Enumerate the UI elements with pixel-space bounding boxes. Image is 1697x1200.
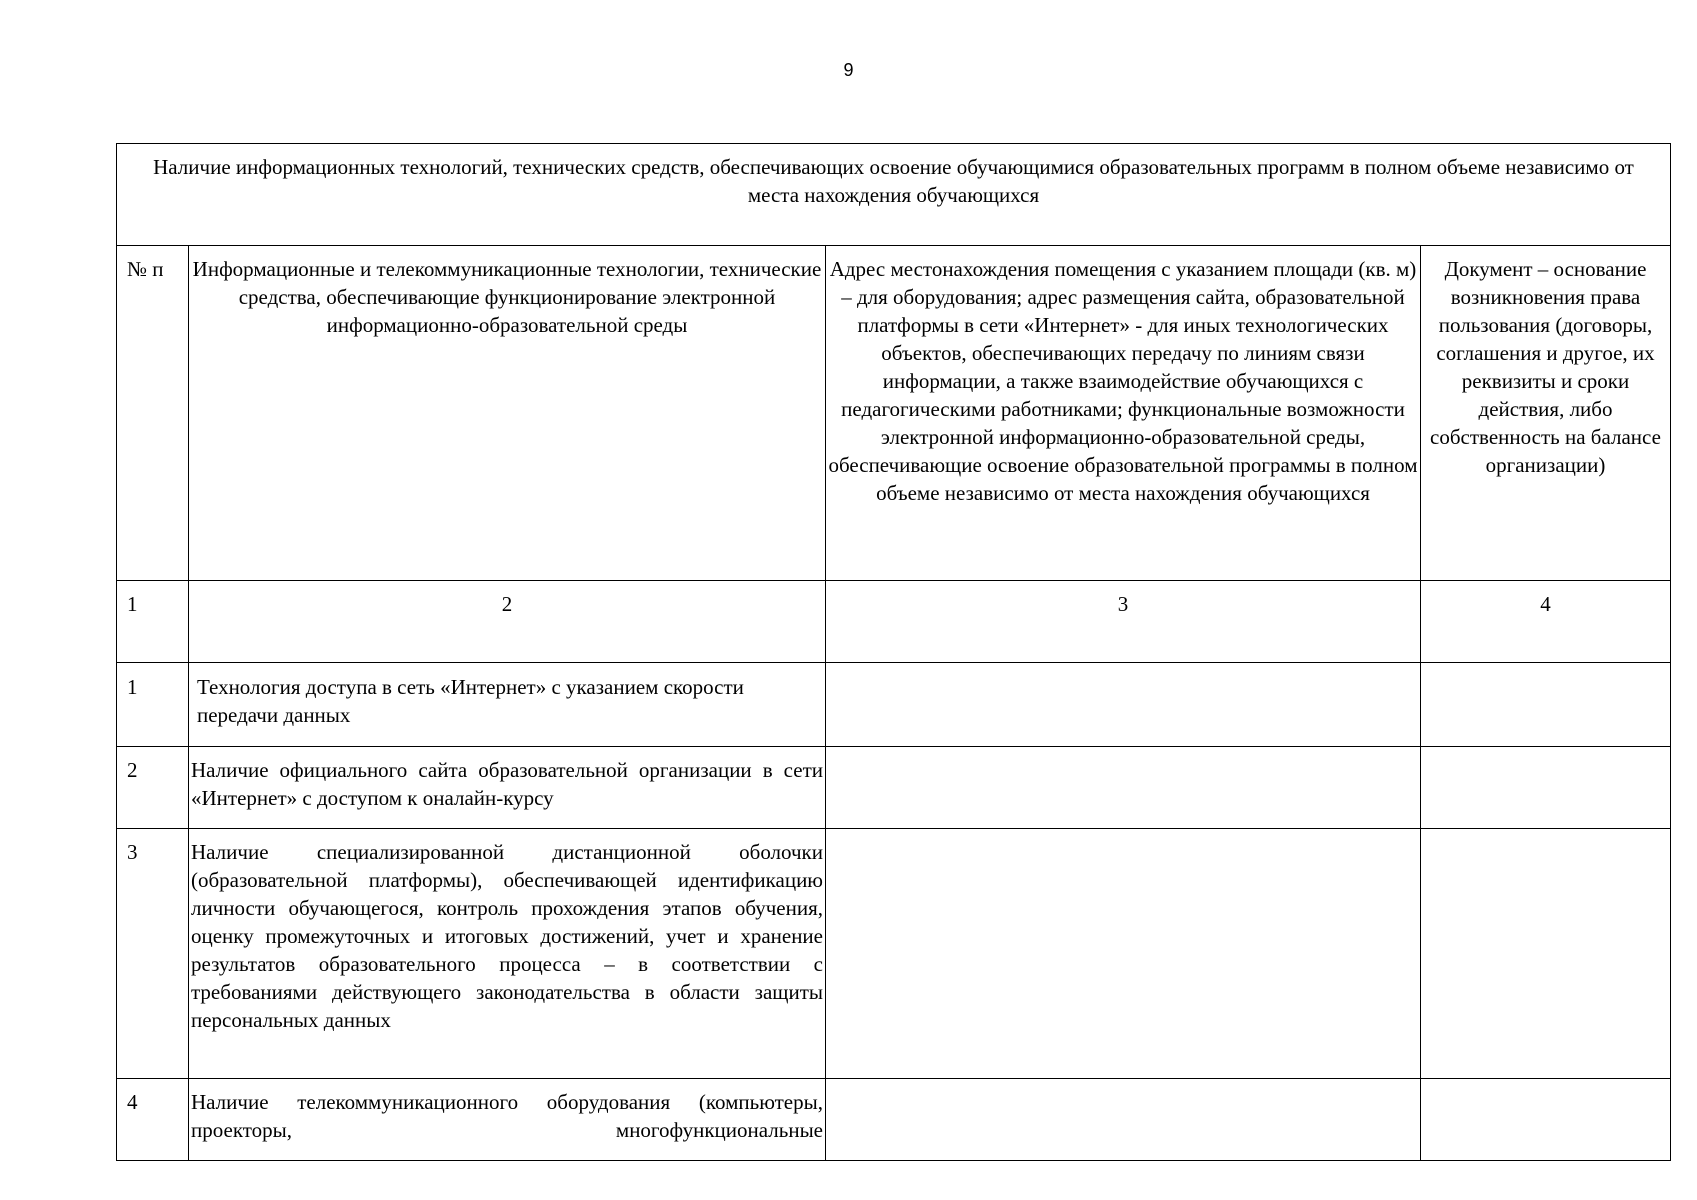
row-document — [1421, 663, 1671, 747]
page-number: 9 — [843, 60, 854, 80]
resources-table — [116, 143, 1671, 1161]
header-technologies: Информационные и телекоммуникационные технологии, технические средства, обеспечивающие функционирование электронной информационно-образовательной среды — [189, 246, 826, 581]
row-number: 3 — [117, 829, 189, 1079]
row-number: 1 — [117, 663, 189, 747]
row-address — [826, 747, 1421, 829]
row-address — [826, 829, 1421, 1079]
header-document: Документ – основание возникновения права пользования (договоры, соглашения и другое, их реквизиты и сроки действия, либо собственность на балансе организации) — [1421, 246, 1671, 581]
row-text: Наличие телекоммуникационного оборудования (компьютеры, проекторы, многофункциональные — [189, 1079, 826, 1161]
row-number: 4 — [117, 1079, 189, 1161]
row-document — [1421, 747, 1671, 829]
column-number: 3 — [826, 581, 1421, 663]
row-address — [826, 1079, 1421, 1161]
table-title-row — [117, 144, 1671, 246]
table-row — [117, 747, 1671, 829]
table-title: Наличие информационных технологий, технических средств, обеспечивающих освоение обучающимися образовательных программ в полном объеме независимо от места нахождения обучающихся — [117, 144, 1671, 246]
table-header-row — [117, 246, 1671, 581]
table-row — [117, 663, 1671, 747]
row-text: Технология доступа в сеть «Интернет» с указанием скорости передачи данных — [189, 663, 826, 747]
row-text: Наличие специализированной дистанционной оболочки (образовательной платформы), обеспечивающей идентификацию личности обучающегося, контроль прохождения этапов обучения, оценку промежуточных и итоговых достижений, учет и хранение результатов образовательного процесса – в соответствии с требованиями действующего законодательства в области защиты персональных данных — [189, 829, 826, 1079]
row-document — [1421, 829, 1671, 1079]
row-number: 2 — [117, 747, 189, 829]
header-number: № п — [117, 246, 189, 581]
row-document — [1421, 1079, 1671, 1161]
table-row — [117, 1079, 1671, 1161]
column-number: 4 — [1421, 581, 1671, 663]
table-row — [117, 829, 1671, 1079]
column-number: 1 — [117, 581, 189, 663]
row-address — [826, 663, 1421, 747]
column-number: 2 — [189, 581, 826, 663]
header-address: Адрес местонахождения помещения с указанием площади (кв. м) – для оборудования; адрес размещения сайта, образовательной платформы в сети «Интернет» - для иных технологических объектов, обеспечивающих передачу по линиям связи информации, а также взаимодействие обучающихся с педагогическими работниками; функциональные возможности электронной информационно-образовательной среды, обеспечивающие освоение образовательной программы в полном объеме независимо от места нахождения обучающихся — [826, 246, 1421, 581]
row-text: Наличие официального сайта образовательной организации в сети «Интернет» с доступом к оналайн-курсу — [189, 747, 826, 829]
column-number-row — [117, 581, 1671, 663]
